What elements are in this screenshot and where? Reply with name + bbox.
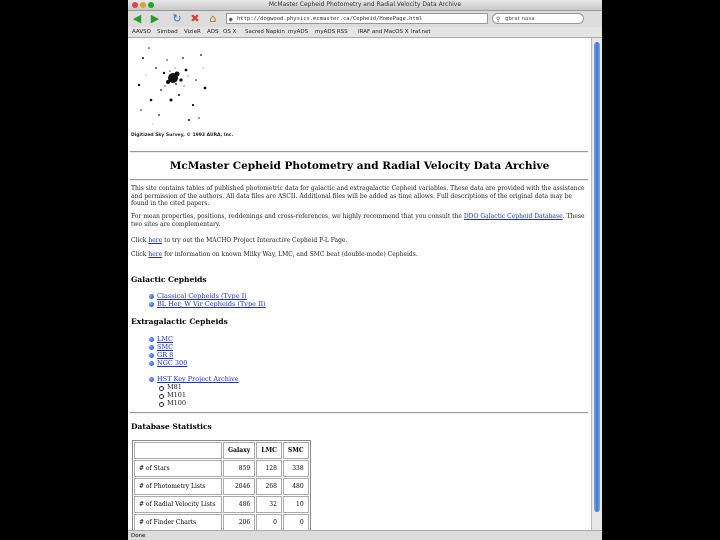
row-label: # of Finder Charts [134, 514, 222, 530]
para4-text-end: for information on known Milky Way, LMC, and SMC beat (double-mode) Cepheids. [162, 251, 418, 258]
para2-text-end: . These two sites are complementary. [131, 213, 585, 228]
type-ii-cepheids-link[interactable]: BL Her, W Vir Cepheids (Type II) [157, 300, 266, 308]
bookmarks-bar [128, 27, 602, 38]
table-header-row [134, 442, 309, 459]
hst-sub-m81: M81 [167, 383, 182, 391]
scrollbar-thumb[interactable] [594, 42, 600, 512]
url-field[interactable] [226, 13, 488, 24]
bookmark-iraf-net[interactable]: Iraf.net [411, 29, 431, 35]
ddo-database-link[interactable]: DDO Galactic Cepheid Database [463, 213, 563, 220]
browser-window [128, 0, 602, 540]
reload-icon[interactable]: ↻ [172, 12, 182, 25]
lmc-value: 128 [256, 460, 282, 477]
status-text: Done [131, 533, 146, 539]
stats-heading: Database Statistics [131, 422, 212, 431]
circle-bullet-icon [159, 402, 164, 407]
bullet-icon [149, 302, 154, 307]
divider [130, 412, 588, 414]
galaxy-value: 206 [223, 514, 255, 530]
lmc-link[interactable]: LMC [157, 335, 173, 343]
gr8-link[interactable]: GR 8 [157, 351, 174, 359]
sky-survey-image [131, 40, 211, 128]
row-label: # of Photometry Lists [134, 478, 222, 495]
table-row [134, 460, 309, 477]
galactic-heading: Galactic Cepheids [131, 275, 207, 284]
hst-key-project-link[interactable]: HST Key Project Archive [157, 375, 239, 383]
galaxy-value: 486 [223, 496, 255, 513]
row-label: # of Radial Velocity Lists [134, 496, 222, 513]
bullet-icon [149, 361, 154, 366]
table-header-cell: LMC [256, 442, 282, 459]
bookmark-sacred-napkin[interactable]: Sacred Napkin [245, 29, 285, 35]
circle-bullet-icon [159, 394, 164, 399]
smc-value: 480 [283, 478, 309, 495]
para4-text: Click [131, 251, 149, 258]
classical-cepheids-link[interactable]: Classical Cepheids (Type I) [157, 292, 247, 300]
table-row [134, 496, 309, 513]
divider [130, 151, 588, 153]
navigation-toolbar [128, 11, 602, 27]
bookmark-osx[interactable]: OS X [223, 29, 237, 35]
galaxy-value: 859 [223, 460, 255, 477]
bookmark-iraf-macos[interactable]: IRAF and MacOS X [358, 29, 409, 35]
page-title: McMaster Cepheid Photometry and Radial Velocity Data Archive [169, 160, 550, 172]
table-header-cell [134, 442, 222, 459]
stop-icon[interactable]: ✖ [190, 12, 200, 25]
url-text: http://dogwood.physics.mcmaster.ca/Cepheid/HomePage.html [237, 16, 423, 22]
bullet-icon [149, 377, 154, 382]
row-label: # of Stars [134, 460, 222, 477]
forward-arrow-icon[interactable]: ▶ [150, 12, 160, 25]
para3-text: Click [131, 237, 149, 244]
bookmark-simbad[interactable]: Simbad [157, 29, 178, 35]
macho-here-link[interactable]: here [148, 237, 163, 244]
circle-bullet-icon [159, 386, 164, 391]
table-row [134, 514, 309, 530]
ddo-paragraph [131, 213, 587, 228]
bullet-icon [149, 294, 154, 299]
search-field[interactable] [492, 13, 584, 24]
macho-paragraph [131, 237, 587, 245]
ngc300-link[interactable]: NGC 300 [157, 359, 188, 367]
search-text: gbrat nasa [505, 16, 535, 22]
status-bar [128, 530, 602, 540]
bookmark-ads[interactable]: ADS [207, 29, 219, 35]
table-header-cell: SMC [283, 442, 309, 459]
image-credit: Digitized Sky Survey, © 1993 AURA, Inc. [131, 133, 234, 138]
bookmark-myads-rss[interactable]: myADS RSS [315, 29, 348, 35]
search-icon: ⚲ [496, 16, 501, 23]
title-bar [128, 0, 602, 11]
bookmark-vizier[interactable]: VizieR [184, 29, 201, 35]
bullet-icon [149, 345, 154, 350]
smc-link[interactable]: SMC [157, 343, 174, 351]
table-row [134, 478, 309, 495]
smc-value: 10 [283, 496, 309, 513]
table-header-cell: Galaxy [223, 442, 255, 459]
lmc-value: 0 [256, 514, 282, 530]
window-title: McMaster Cepheid Photometry and Radial Velocity Data Archive [268, 1, 462, 8]
bullet-icon [149, 353, 154, 358]
extragalactic-heading: Extragalactic Cepheids [131, 317, 228, 326]
para3-text-end: to try out the MACHO Project Interactive Cepheid P-L Page. [162, 237, 348, 244]
page-content [128, 38, 591, 530]
smc-value: 0 [283, 514, 309, 530]
vertical-scrollbar[interactable] [591, 38, 602, 530]
intro-paragraph: This site contains tables of published photometric data for galactic and extragalactic Cepheid variables. These data are provided with the assistance and permission of the authors. All data files are ASCII. Additional files will be added as time allows. Full descriptions of the original data may be found in the cited papers. [131, 185, 585, 207]
bookmark-myads[interactable]: myADS [288, 29, 309, 35]
back-arrow-icon[interactable]: ◀ [132, 12, 142, 25]
hst-sub-m101: M101 [167, 391, 187, 399]
beat-cepheid-here-link[interactable]: here [148, 251, 163, 258]
lmc-value: 268 [256, 478, 282, 495]
lmc-value: 32 [256, 496, 282, 513]
smc-value: 338 [283, 460, 309, 477]
beat-cepheid-paragraph [131, 251, 587, 259]
hst-sub-m100: M100 [167, 399, 187, 407]
page-icon: ◉ [229, 16, 233, 23]
para2-text: For mean properties, positions, reddenings and cross-references, we highly recommend that you consult the [131, 213, 464, 220]
galaxy-value: 2046 [223, 478, 255, 495]
home-icon[interactable]: ⌂ [209, 12, 217, 25]
stats-table [132, 440, 311, 530]
bookmark-aavso[interactable]: AAVSO [132, 29, 151, 35]
divider [130, 179, 588, 181]
bullet-icon [149, 337, 154, 342]
